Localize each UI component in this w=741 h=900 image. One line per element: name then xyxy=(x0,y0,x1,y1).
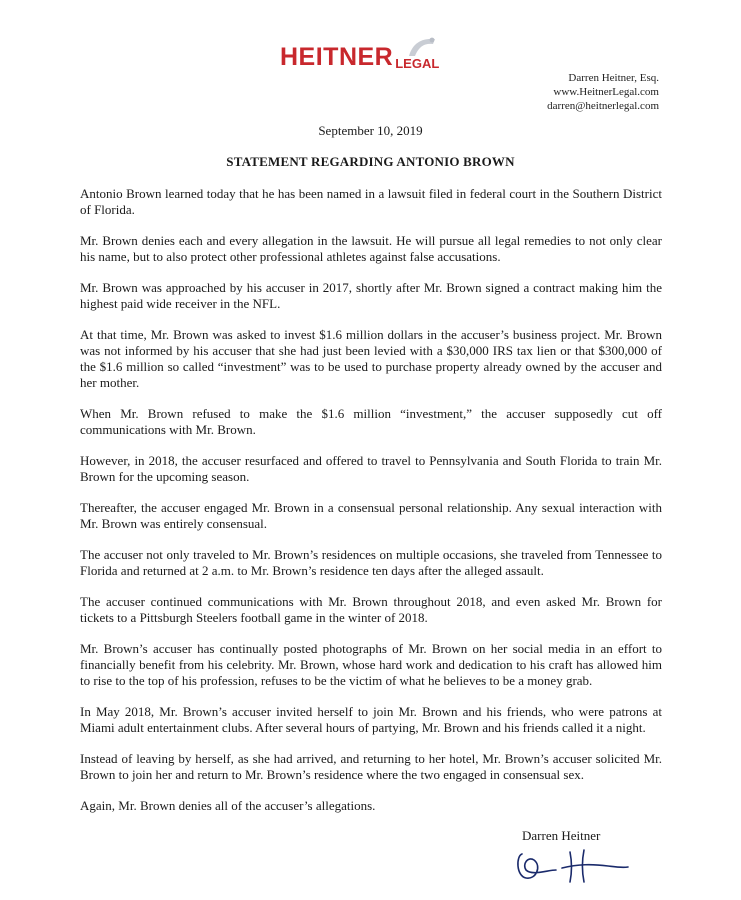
logo-wordmark: HEITNER xyxy=(280,43,394,71)
paragraph: However, in 2018, the accuser resurfaced and offered to travel to Pennsylvania and South Florida to train Mr. Brown for the upcoming season. xyxy=(80,453,662,484)
contact-name: Darren Heitner, Esq. xyxy=(568,72,659,84)
contact-email[interactable]: darren@heitnerlegal.com xyxy=(547,100,659,112)
logo-mark xyxy=(395,36,439,70)
paragraph: Mr. Brown denies each and every allegation in the lawsuit. He will pursue all legal remedies to not only clear his name, but to also protect other professional athletes against false accusations. xyxy=(80,233,662,264)
contact-website[interactable]: www.HeitnerLegal.com xyxy=(553,86,659,98)
paragraph: When Mr. Brown refused to make the $1.6 million “investment,” the accuser supposedly cut off communications with Mr. Brown. xyxy=(80,406,662,437)
statement-date: September 10, 2019 xyxy=(318,123,423,138)
logo-subword: LEGAL xyxy=(395,56,440,71)
signer-name: Darren Heitner xyxy=(522,828,601,843)
paragraph: Mr. Brown’s accuser has continually posted photographs of Mr. Brown on her social media in an effort to financially benefit from his celebrity. Mr. Brown, whose hard work and dedication to his craft has allowed him to rise to the top of his profession, refuses to be the victim of what he believes to be a money grab. xyxy=(80,641,662,688)
paragraph: Instead of leaving by herself, as she had arrived, and returning to her hotel, Mr. Brown’s accuser solicited Mr. Brown to join her and return to Mr. Brown’s residence where the two engaged in consensual sex. xyxy=(80,751,662,782)
paragraph: Antonio Brown learned today that he has been named in a lawsuit filed in federal court in the Southern District of Florida. xyxy=(80,186,662,217)
paragraph: At that time, Mr. Brown was asked to invest $1.6 million dollars in the accuser’s business project. Mr. Brown was not informed by his accuser that she had just been levied with a $30,000 IRS tax lien or that $300,000 of the $1.6 million so called “investment” was to be used to purchase property already owned by the accuser and her mother. xyxy=(80,327,662,390)
paragraph: Mr. Brown was approached by his accuser in 2017, shortly after Mr. Brown signed a contract making him the highest paid wide receiver in the NFL. xyxy=(80,280,662,311)
handwritten-signature-icon xyxy=(512,846,632,886)
statement-body xyxy=(80,186,662,829)
paragraph: The accuser continued communications with Mr. Brown throughout 2018, and even asked Mr. Brown for tickets to a Pittsburgh Steelers football game in the winter of 2018. xyxy=(80,594,662,625)
paragraph: The accuser not only traveled to Mr. Brown’s residences on multiple occasions, she traveled from Tennessee to Florida and returned at 2 a.m. to Mr. Brown’s residence ten days after the alleged assault. xyxy=(80,547,662,578)
paragraph: In May 2018, Mr. Brown’s accuser invited herself to join Mr. Brown and his friends, who were patrons at Miami adult entertainment clubs. After several hours of partying, Mr. Brown and his friends called it a night. xyxy=(80,704,662,735)
scales-of-justice-icon xyxy=(401,36,439,58)
heitner-legal-logo xyxy=(280,36,439,70)
paragraph: Thereafter, the accuser engaged Mr. Brown in a consensual personal relationship. Any sexual interaction with Mr. Brown was entirely consensual. xyxy=(80,500,662,531)
statement-title: STATEMENT REGARDING ANTONIO BROWN xyxy=(226,154,515,169)
letterhead-contact xyxy=(547,71,659,113)
paragraph: Again, Mr. Brown denies all of the accuser’s allegations. xyxy=(80,798,376,813)
